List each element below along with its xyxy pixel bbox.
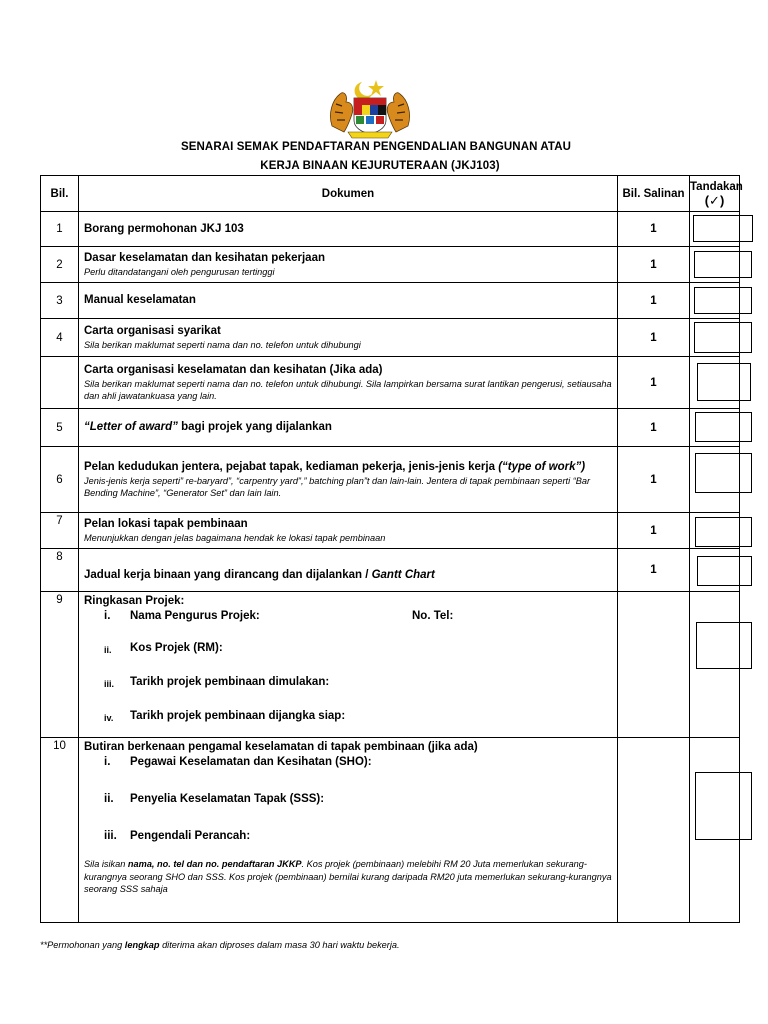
checkbox[interactable] [695, 412, 752, 442]
copies-count: 1 [618, 447, 690, 513]
item-label: Penyelia Keselamatan Tapak (SSS): [130, 793, 325, 805]
row-number: 2 [41, 247, 79, 283]
practitioner-item: iii. Pengendali Perancah: [104, 830, 251, 842]
tick-mark-icon: (✓) [704, 192, 725, 208]
document-title: Pelan lokasi tapak pembinaan [84, 517, 248, 530]
checkbox[interactable] [695, 517, 752, 547]
table-row [41, 447, 740, 513]
row-number: 6 [41, 447, 79, 513]
document-title-rest: bagi projek yang dijalankan [177, 421, 332, 433]
table-row [41, 592, 740, 738]
item-label: Kos Projek (RM): [130, 642, 223, 654]
summary-item: ii. Kos Projek (RM): [104, 641, 612, 658]
document-note: Sila berikan maklumat seperti nama dan no. telefon untuk dihubungi [84, 339, 361, 350]
document-title: Borang permohonan JKJ 103 [84, 222, 244, 235]
row-number: 3 [41, 283, 79, 319]
item-label: Pegawai Keselamatan dan Kesihatan (SHO): [130, 756, 372, 768]
checkbox[interactable] [695, 453, 752, 493]
header-bil: Bil. [41, 176, 79, 212]
document-title [84, 568, 612, 583]
document-title-line2: KERJA BINAAN KEJURUTERAAN (JKJ103) [260, 160, 500, 172]
document-title: Butiran berkenaan pengamal keselamatan di tapak pembinaan (jika ada) [84, 741, 478, 753]
checkbox[interactable] [696, 622, 752, 669]
table-row [41, 738, 740, 923]
table-row [41, 283, 740, 319]
copies-count: 1 [618, 283, 690, 319]
row-number [41, 357, 79, 409]
header-tandakan [690, 176, 743, 212]
item-label: Nama Pengurus Projek: [130, 610, 260, 622]
summary-item: iv. Tarikh projek pembinaan dijangka siap: [104, 709, 612, 726]
checkbox[interactable] [697, 556, 752, 586]
row-number: 7 [41, 513, 79, 549]
copies-count: 1 [618, 319, 690, 357]
table-row [41, 549, 740, 592]
summary-item: i. Nama Pengurus Projek: No. Tel: [104, 610, 454, 622]
copies-count: 1 [618, 212, 690, 247]
footer-note: **Permohonan yang lengkap diterima akan diproses dalam masa 30 hari waktu bekerja. [40, 940, 400, 950]
row-number: 1 [41, 212, 79, 247]
item-label: Tarikh projek pembinaan dijangka siap: [130, 710, 346, 722]
header-salinan: Bil. Salinan [618, 176, 690, 212]
copies-count: 1 [618, 513, 690, 549]
document-note: Perlu ditandatangani oleh pengurusan tertinggi [84, 266, 275, 277]
document-title-line1: SENARAI SEMAK PENDAFTARAN PENGENDALIAN BANGUNAN ATAU [180, 141, 572, 153]
checkbox[interactable] [693, 215, 753, 242]
row-number: 10 [41, 738, 79, 923]
table-row [41, 513, 740, 549]
table-header-row [41, 176, 740, 212]
row-number: 4 [41, 319, 79, 357]
document-title: Carta organisasi syarikat [84, 324, 221, 337]
table-row [41, 319, 740, 357]
document-title: Dasar keselamatan dan kesihatan pekerjaan [84, 251, 325, 264]
table-row [41, 409, 740, 447]
document-title-rest: Jadual kerja binaan yang dirancang dan dijalankan / [84, 568, 372, 581]
practitioner-item: i. Pegawai Keselamatan dan Kesihatan (SHO): [104, 756, 372, 768]
document-note: Sila berikan maklumat seperti nama dan no. telefon untuk dihubungi. Sila lampirkan bersama surat lantikan pengerusi, setiausaha dan ahli jawatankuasa yang lain. [84, 378, 612, 401]
document-title-italic: (“type of work”) [498, 460, 586, 473]
document-title: Ringkasan Projek: [84, 595, 185, 607]
document-title [84, 460, 612, 475]
copies-count: 1 [618, 549, 690, 592]
item-label: Tarikh projek pembinaan dimulakan: [130, 676, 330, 688]
header-dokumen: Dokumen [79, 176, 618, 212]
row-number: 8 [41, 549, 79, 592]
checkbox[interactable] [694, 287, 752, 314]
checkbox[interactable] [695, 772, 752, 840]
table-row [41, 357, 740, 409]
document-title-italic: “Letter of award” [84, 421, 178, 433]
document-title: Manual keselamatan [84, 294, 196, 306]
document-title: Carta organisasi keselamatan dan kesihatan (Jika ada) [84, 363, 383, 376]
document-note: Jenis-jenis kerja seperti” re-baryard”, “carpentry yard”,” batching plan”t dan lain-lain. Jentera di tapak pembinaan seperti “Bar Bending Machine”, “Generator Set” dan lain lain. [84, 475, 591, 498]
copies-count: 1 [618, 409, 690, 447]
document-title-italic: Gantt Chart [371, 568, 435, 581]
document-note: Sila isikan nama, no. tel dan no. pendaftaran JKKP. Kos projek (pembinaan) melebihi RM 20 Juta memerlukan sekurang-kurangnya seorang SHO dan SSS. Kos projek (pembinaan) bernilai kurang daripada RM20 juta memerlukan sekurang-kurangnya seorang SSS sahaja [84, 859, 612, 894]
checkbox[interactable] [694, 251, 752, 278]
checkbox[interactable] [697, 363, 751, 401]
tandakan-label: Tandakan [690, 180, 743, 193]
summary-item: iii. Tarikh projek pembinaan dimulakan: [104, 675, 612, 692]
practitioner-item: ii. Penyelia Keselamatan Tapak (SSS): [104, 793, 325, 805]
document-note: Menunjukkan dengan jelas bagaimana hendak ke lokasi tapak pembinaan [84, 532, 386, 543]
copies-count: 1 [618, 247, 690, 283]
item-label: Pengendali Perancah: [130, 830, 251, 842]
item-extra: No. Tel: [412, 610, 454, 622]
row-number: 5 [41, 409, 79, 447]
checkbox[interactable] [694, 322, 752, 353]
checklist-table [40, 175, 743, 923]
table-row [41, 212, 740, 247]
malaysia-coat-of-arms-icon [326, 78, 414, 140]
table-row [41, 247, 740, 283]
row-number: 9 [41, 592, 79, 738]
copies-count: 1 [618, 357, 690, 409]
document-title-rest: Pelan kedudukan jentera, pejabat tapak, kediaman pekerja, jenis-jenis kerja [84, 460, 499, 473]
document-title [84, 420, 612, 435]
